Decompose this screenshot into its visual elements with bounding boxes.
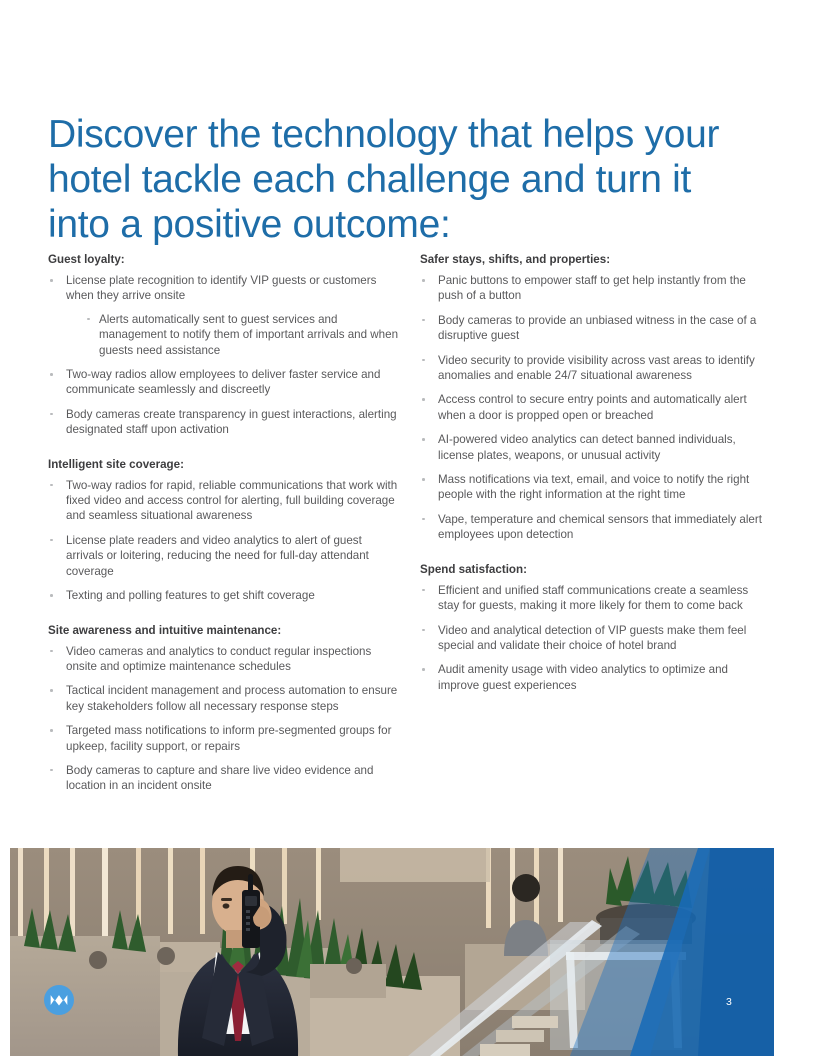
section-heading: Guest loyalty: [48,253,125,266]
list-item [420,273,772,304]
list-item [48,683,398,714]
content-columns [0,252,816,832]
bullet-dot-icon [422,279,425,282]
bullet-dot-icon [50,594,53,597]
bullet-dot-icon [422,589,425,592]
list-item [420,313,772,344]
list-item-text: Video security to provide visibility across vast areas to identify anomalies and enable 24/7 situational awareness [438,353,755,383]
list-item [420,472,772,503]
list-item [48,763,398,794]
list-item-text: Body cameras to provide an unbiased witness in the case of a disruptive guest [438,313,757,343]
list-item [48,723,398,754]
page-title: Discover the technology that helps your hotel tackle each challenge and turn it into a positive outcome: [48,113,720,247]
bullet-dot-icon [422,478,425,481]
list-item-text: Video cameras and analytics to conduct regular inspections onsite and optimize maintenance schedules [66,644,372,673]
bullet-dot-icon [422,518,425,521]
content-section [420,252,772,543]
page-number: 3 [726,996,732,1008]
section-heading: Intelligent site coverage: [48,457,184,471]
bullet-dot-icon [87,318,90,321]
list-item-text: Panic buttons to empower staff to get help instantly from the push of a button [438,274,746,303]
hero-photo [10,848,774,1056]
bullet-dot-icon [422,438,425,441]
list-item [48,367,398,398]
list-item [420,432,772,463]
list-item [420,583,772,614]
section-heading: Spend satisfaction: [420,562,527,576]
motorola-logo-icon [44,985,74,1015]
bullet-dot-icon [50,539,53,542]
list-item [420,662,772,693]
bullet-dot-icon [422,629,425,632]
bullet-list [48,644,398,794]
bullet-dot-icon [50,729,53,732]
list-item [48,644,398,675]
bullet-dot-icon [50,279,53,282]
list-item-text: AI-powered video analytics can detect banned individuals, license plates, weapons, or unusual activity [438,433,736,462]
bullet-list [48,273,398,438]
list-item [420,353,772,384]
left-column [48,252,398,794]
content-section [420,562,772,693]
bullet-list [420,273,772,543]
list-item-text: Two-way radios allow employees to deliver faster service and communicate seamlessly and discreetly [66,368,381,397]
content-section [48,623,398,794]
sub-bullet-list [66,312,398,358]
bullet-dot-icon [50,373,53,376]
list-item-text: Tactical incident management and process automation to ensure key stakeholders follow all necessary response steps [66,684,398,713]
list-item [48,273,398,358]
bullet-dot-icon [422,359,425,362]
content-section [48,252,398,438]
bullet-dot-icon [50,413,53,416]
list-item [420,512,772,543]
list-item-text: License plate recognition to identify VIP guests or customers when they arrive onsite [66,274,377,303]
list-item-text: Texting and polling features to get shift coverage [66,589,315,603]
bullet-list [48,478,398,604]
list-item-text: Two-way radios for rapid, reliable communications that work with fixed video and access control for alerting, full building coverage and seamless situational awareness [66,478,398,523]
list-item-text: Video and analytical detection of VIP guests make them feel special and validate their choice of hotel brand [438,623,747,652]
sub-list-item-text: Alerts automatically sent to guest services and management to notify them of important arrivals and when guests need assistance [99,312,399,357]
bullet-dot-icon [50,484,53,487]
list-item [48,407,398,438]
list-item [420,392,772,423]
section-heading: Safer stays, shifts, and properties: [420,253,611,266]
bullet-dot-icon [50,650,53,653]
content-section [48,457,398,604]
bullet-dot-icon [422,319,425,322]
sub-list-item [86,312,398,358]
bullet-dot-icon [50,689,53,692]
list-item [48,588,398,603]
list-item-text: Mass notifications via text, email, and voice to notify the right people with the right information at the right time [438,473,750,502]
list-item-text: Efficient and unified staff communications create a seamless stay for guests, making it more likely for them to come back [438,583,749,613]
list-item-text: Access control to secure entry points and automatically alert when a door is propped open or breached [438,393,747,422]
section-heading: Site awareness and intuitive maintenance: [48,623,282,637]
bullet-dot-icon [422,668,425,671]
list-item-text: License plate readers and video analytics to alert of guest arrivals or loitering, reducing the need for full-day attendant coverage [66,533,369,578]
right-column [420,252,772,693]
list-item [420,623,772,654]
list-item-text: Vape, temperature and chemical sensors that immediately alert employees upon detection [438,512,762,542]
list-item [48,478,398,524]
bullet-dot-icon [422,398,425,401]
bullet-list [420,583,772,693]
list-item-text: Audit amenity usage with video analytics to optimize and improve guest experiences [438,663,729,692]
list-item-text: Body cameras to capture and share live video evidence and location in an incident onsite [66,763,374,793]
list-item [48,533,398,579]
list-item-text: Targeted mass notifications to inform pre-segmented groups for upkeep, facility support, or repairs [66,724,392,753]
list-item-text: Body cameras create transparency in guest interactions, alerting designated staff upon activation [66,407,397,437]
bullet-dot-icon [50,769,53,772]
